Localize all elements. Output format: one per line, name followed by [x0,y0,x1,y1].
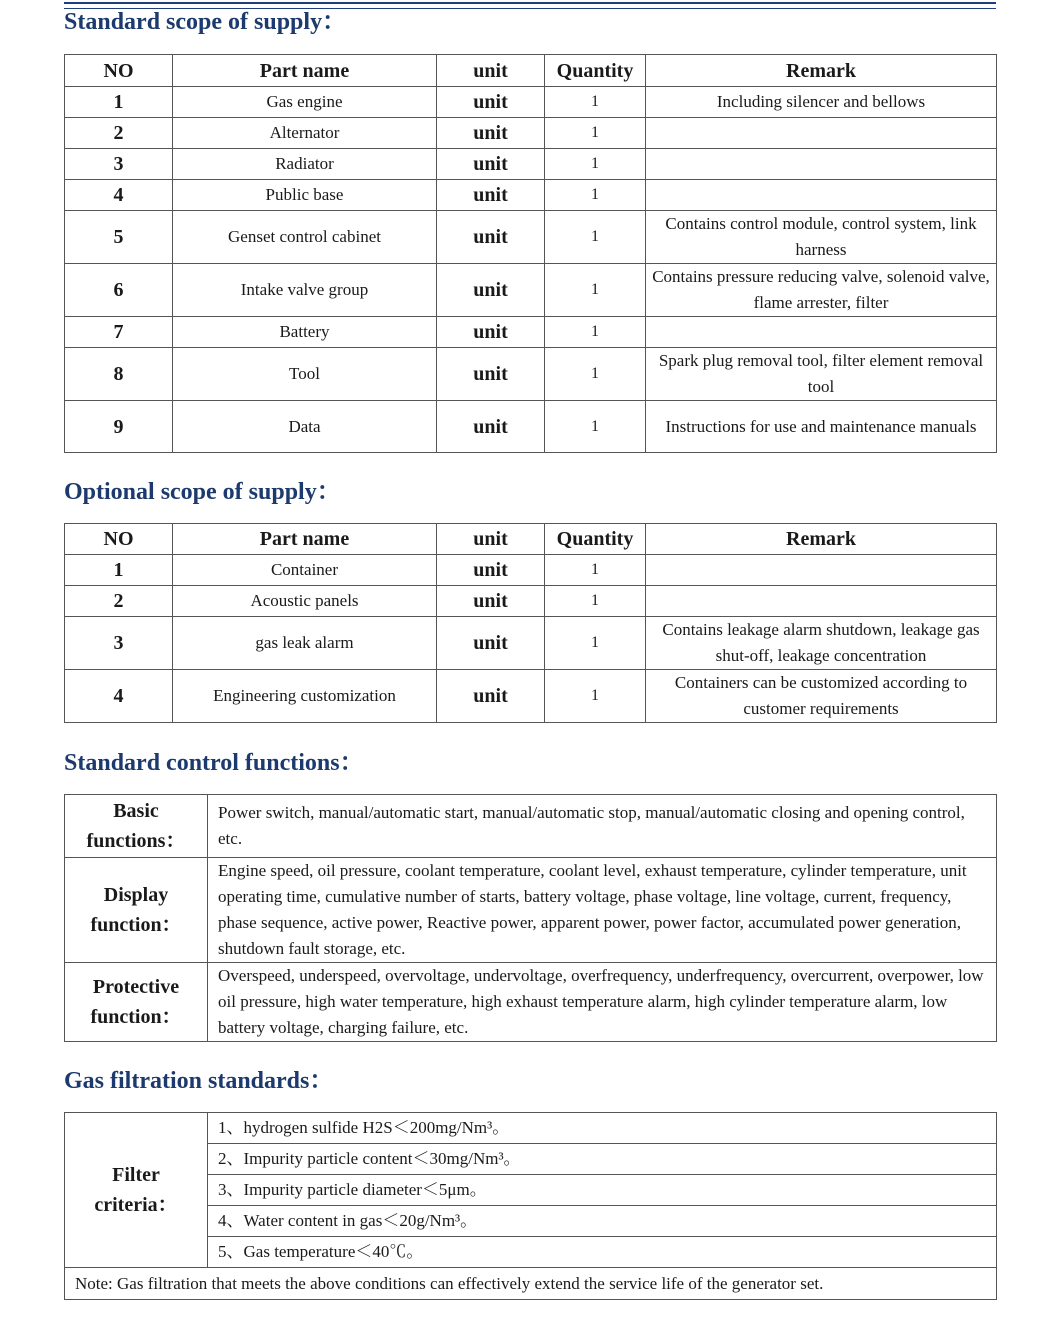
row-number: 6 [65,264,173,317]
table-header-row [65,524,997,555]
part-name: Data [173,401,437,453]
header-unit: unit [437,55,545,87]
row-number: 1 [65,555,173,586]
function-row-display [65,858,997,963]
quantity-cell: 1 [545,317,646,348]
part-name: Acoustic panels [173,586,437,617]
header-no: NO [65,524,173,555]
table-row [65,617,997,670]
remark-cell: Instructions for use and maintenance manuals [646,401,997,453]
unit-cell: unit [437,87,545,118]
remark-cell [646,118,997,149]
table-row [65,118,997,149]
quantity-cell: 1 [545,586,646,617]
remark-cell [646,149,997,180]
filter-note-row [65,1268,997,1300]
remark-cell: Spark plug removal tool, filter element removal tool [646,348,997,401]
filter-criterion: 4、Water content in gas＜20g/Nm³。 [208,1206,997,1237]
row-number: 7 [65,317,173,348]
optional-supply-heading: Optional scope of supply： [64,479,341,505]
function-label: Protective function： [65,963,208,1042]
part-name: gas leak alarm [173,617,437,670]
table-row [65,670,997,723]
optional-supply-table [64,523,997,723]
remark-cell [646,180,997,211]
filter-criterion: 1、hydrogen sulfide H2S＜200mg/Nm³。 [208,1113,997,1144]
row-number: 5 [65,211,173,264]
header-unit: unit [437,524,545,555]
remark-cell: Containers can be customized according to customer requirements [646,670,997,723]
header-part-name: Part name [173,524,437,555]
table-header-row [65,55,997,87]
function-description: Power switch, manual/automatic start, manual/automatic stop, manual/automatic closing and opening control, etc. [208,795,997,858]
part-name: Public base [173,180,437,211]
function-row-protective [65,963,997,1042]
remark-cell [646,317,997,348]
function-label: Basic functions： [65,795,208,858]
table-row [65,317,997,348]
quantity-cell: 1 [545,555,646,586]
table-row [65,149,997,180]
standard-supply-table [64,54,997,453]
header-quantity: Quantity [545,524,646,555]
function-row-basic [65,795,997,858]
part-name: Engineering customization [173,670,437,723]
row-number: 9 [65,401,173,453]
standard-supply-heading: Standard scope of supply： [64,9,347,35]
row-number: 2 [65,118,173,149]
control-functions-heading: Standard control functions： [64,750,364,776]
unit-cell: unit [437,149,545,180]
row-number: 1 [65,87,173,118]
part-name: Radiator [173,149,437,180]
table-row [65,555,997,586]
remark-cell: Including silencer and bellows [646,87,997,118]
unit-cell: unit [437,118,545,149]
gas-filtration-heading: Gas filtration standards： [64,1068,334,1094]
part-name: Alternator [173,118,437,149]
quantity-cell: 1 [545,149,646,180]
header-no: NO [65,55,173,87]
part-name: Gas engine [173,87,437,118]
filter-row [65,1113,997,1144]
quantity-cell: 1 [545,264,646,317]
part-name: Battery [173,317,437,348]
quantity-cell: 1 [545,180,646,211]
function-description: Engine speed, oil pressure, coolant temperature, coolant level, exhaust temperature, cylinder temperature, unit operating time, cumulative number of starts, battery voltage, phase voltage, line voltage, current, frequency, phase sequence, active power, Reactive power, apparent power, power factor, accumulated power generation, shutdown fault storage, etc. [208,858,997,963]
filter-criterion: 3、Impurity particle diameter＜5μm。 [208,1175,997,1206]
quantity-cell: 1 [545,670,646,723]
unit-cell: unit [437,180,545,211]
unit-cell: unit [437,317,545,348]
header-remark: Remark [646,55,997,87]
remark-cell: Contains leakage alarm shutdown, leakage gas shut-off, leakage concentration [646,617,997,670]
unit-cell: unit [437,264,545,317]
unit-cell: unit [437,586,545,617]
filter-criteria-label: Filter criteria： [65,1113,208,1268]
function-description: Overspeed, underspeed, overvoltage, undervoltage, overfrequency, underfrequency, overcurrent, overpower, low oil pressure, high water temperature, high exhaust temperature alarm, high cylinder temperature alarm, low battery voltage, charging failure, etc. [208,963,997,1042]
unit-cell: unit [437,670,545,723]
row-number: 4 [65,180,173,211]
row-number: 8 [65,348,173,401]
row-number: 4 [65,670,173,723]
function-label: Display function： [65,858,208,963]
part-name: Genset control cabinet [173,211,437,264]
table-row [65,264,997,317]
row-number: 3 [65,617,173,670]
quantity-cell: 1 [545,348,646,401]
quantity-cell: 1 [545,617,646,670]
unit-cell: unit [437,348,545,401]
table-row [65,211,997,264]
quantity-cell: 1 [545,211,646,264]
table-row [65,586,997,617]
unit-cell: unit [437,211,545,264]
unit-cell: unit [437,555,545,586]
control-functions-table [64,794,997,1042]
remark-cell [646,586,997,617]
remark-cell [646,555,997,586]
header-remark: Remark [646,524,997,555]
filter-note: Note: Gas filtration that meets the above conditions can effectively extend the service life of the generator set. [65,1268,997,1300]
quantity-cell: 1 [545,118,646,149]
part-name: Intake valve group [173,264,437,317]
table-row [65,87,997,118]
table-row [65,348,997,401]
header-part-name: Part name [173,55,437,87]
unit-cell: unit [437,617,545,670]
table-row [65,401,997,453]
filter-criterion: 2、Impurity particle content＜30mg/Nm³。 [208,1144,997,1175]
part-name: Container [173,555,437,586]
quantity-cell: 1 [545,87,646,118]
header-quantity: Quantity [545,55,646,87]
part-name: Tool [173,348,437,401]
quantity-cell: 1 [545,401,646,453]
remark-cell: Contains pressure reducing valve, solenoid valve, flame arrester, filter [646,264,997,317]
row-number: 3 [65,149,173,180]
gas-filtration-table [64,1112,997,1300]
remark-cell: Contains control module, control system, link harness [646,211,997,264]
unit-cell: unit [437,401,545,453]
filter-criterion: 5、Gas temperature＜40℃。 [208,1237,997,1268]
table-row [65,180,997,211]
row-number: 2 [65,586,173,617]
